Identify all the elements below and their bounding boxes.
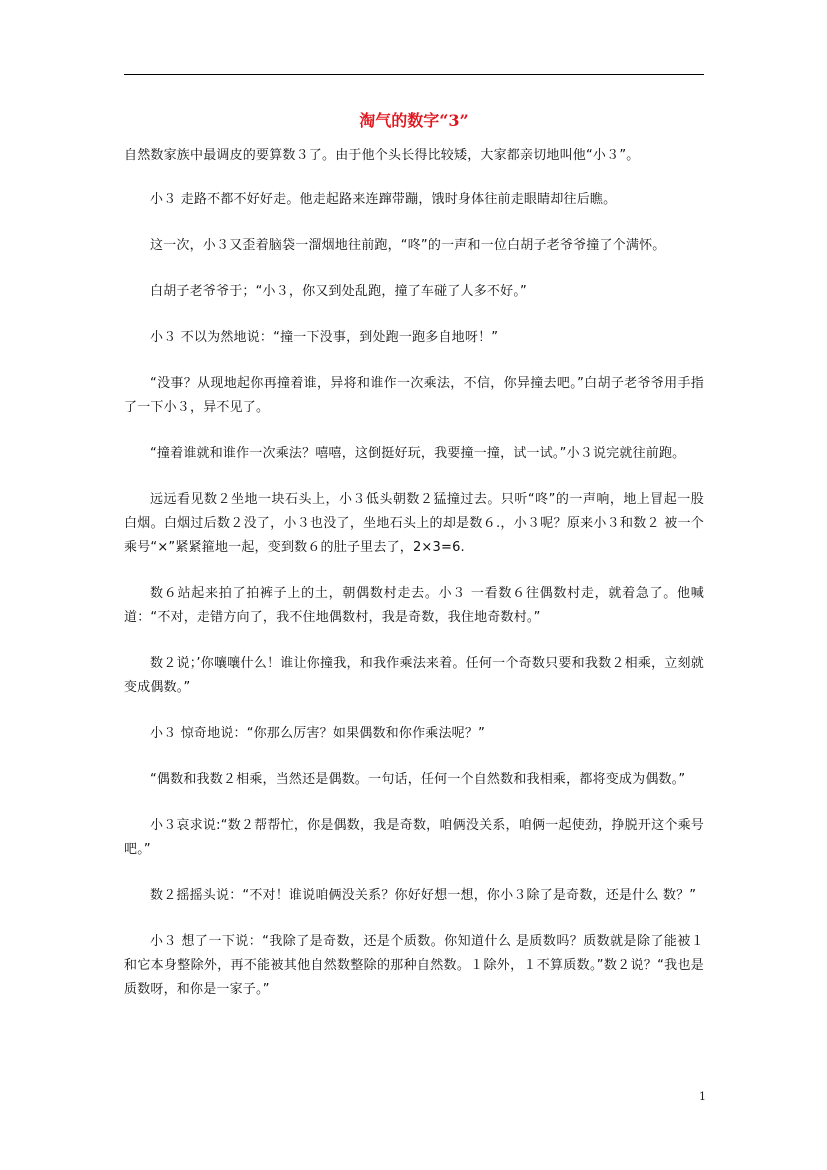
paragraph: 白胡子老爷爷于；“小３，你又到处乱跑，撞了车碰了人多不好。” <box>150 284 527 299</box>
paragraph: “没事？从现地起你再撞着谁，异将和谁作一次乘法，不信，你异撞去吧。”白胡子老爷爷用手指了一下小３，异不见了。 <box>124 376 704 415</box>
document-body <box>124 144 704 1024</box>
paragraph: 自然数家族中最调皮的要算数３了。由于他个头长得比较矮，大家都亲切地叫他“小３”。 <box>124 148 640 163</box>
paragraph: 小３ 走路不都不好好走。他走起路来连蹿带蹦，饿时身体往前走眼睛却往后瞧。 <box>150 192 617 207</box>
page-number: 1 <box>699 1090 706 1103</box>
paragraph: 小３ 惊奇地说：“你那么厉害？如果偶数和你作乘法呢？” <box>150 726 486 741</box>
paragraph: 数２摇摇头说：“不对！谁说咱俩没关系？你好好想一想，你小３除了是奇数，还是什么 数？” <box>150 888 697 903</box>
paragraph: 小３哀求说:“数２帮帮忙，你是偶数，我是奇数，咱俩没关系，咱俩一起使劲，挣脱开这个乘号吧。” <box>124 818 704 857</box>
paragraph: “偶数和我数２相乘，当然还是偶数。一句话，任何一个自然数和我相乘，都将变成为偶数。” <box>150 772 686 787</box>
paragraph: 小３ 不以为然地说：“撞一下没事，到处跑一跑多自地呀！” <box>150 330 499 345</box>
paragraph: 远远看见数２坐地一块石头上，小３低头朝数２猛撞过去。只听“咚”的一声响，地上冒起一股白烟。白烟过后数２没了，小３也没了，坐地石头上的却是数６.，小３呢？原来小３和数２ 被一个乘号“×”紧紧箍地一起，变到数６的肚子里去了，2×3=6. <box>124 492 704 555</box>
paragraph: 小３ 想了一下说：“我除了是奇数，还是个质数。你知道什么 是质数吗？质数就是除了能被１和它本身整除外，再不能被其他自然数整除的那种自然数。１除外，１不算质数。”数２说？“我也是质数呀，和你是一家子。” <box>124 934 704 997</box>
paragraph: “撞着谁就和谁作一次乘法？嘻嘻，这倒挺好玩，我要撞一撞，试一试。”小３说完就往前跑。 <box>150 446 686 461</box>
document-title: 淘气的数字“3” <box>359 111 469 130</box>
paragraph: 数２说；’你嚷嚷什么！谁让你撞我，和我作乘法来着。任何一个奇数只要和我数２相乘，立刻就变成偶数。” <box>124 656 704 695</box>
paragraph: 这一次，小３又歪着脑袋一溜烟地往前跑，“咚”的一声和一位白胡子老爷爷撞了个满怀。 <box>150 238 666 253</box>
paragraph: 数６站起来拍了拍裤子上的土，朝偶数村走去。小３ 一看数６往偶数村走，就着急了。他喊道：“不对，走错方向了，我不住地偶数村，我是奇数，我住地奇数村。” <box>124 586 704 625</box>
header-rule <box>124 74 704 75</box>
